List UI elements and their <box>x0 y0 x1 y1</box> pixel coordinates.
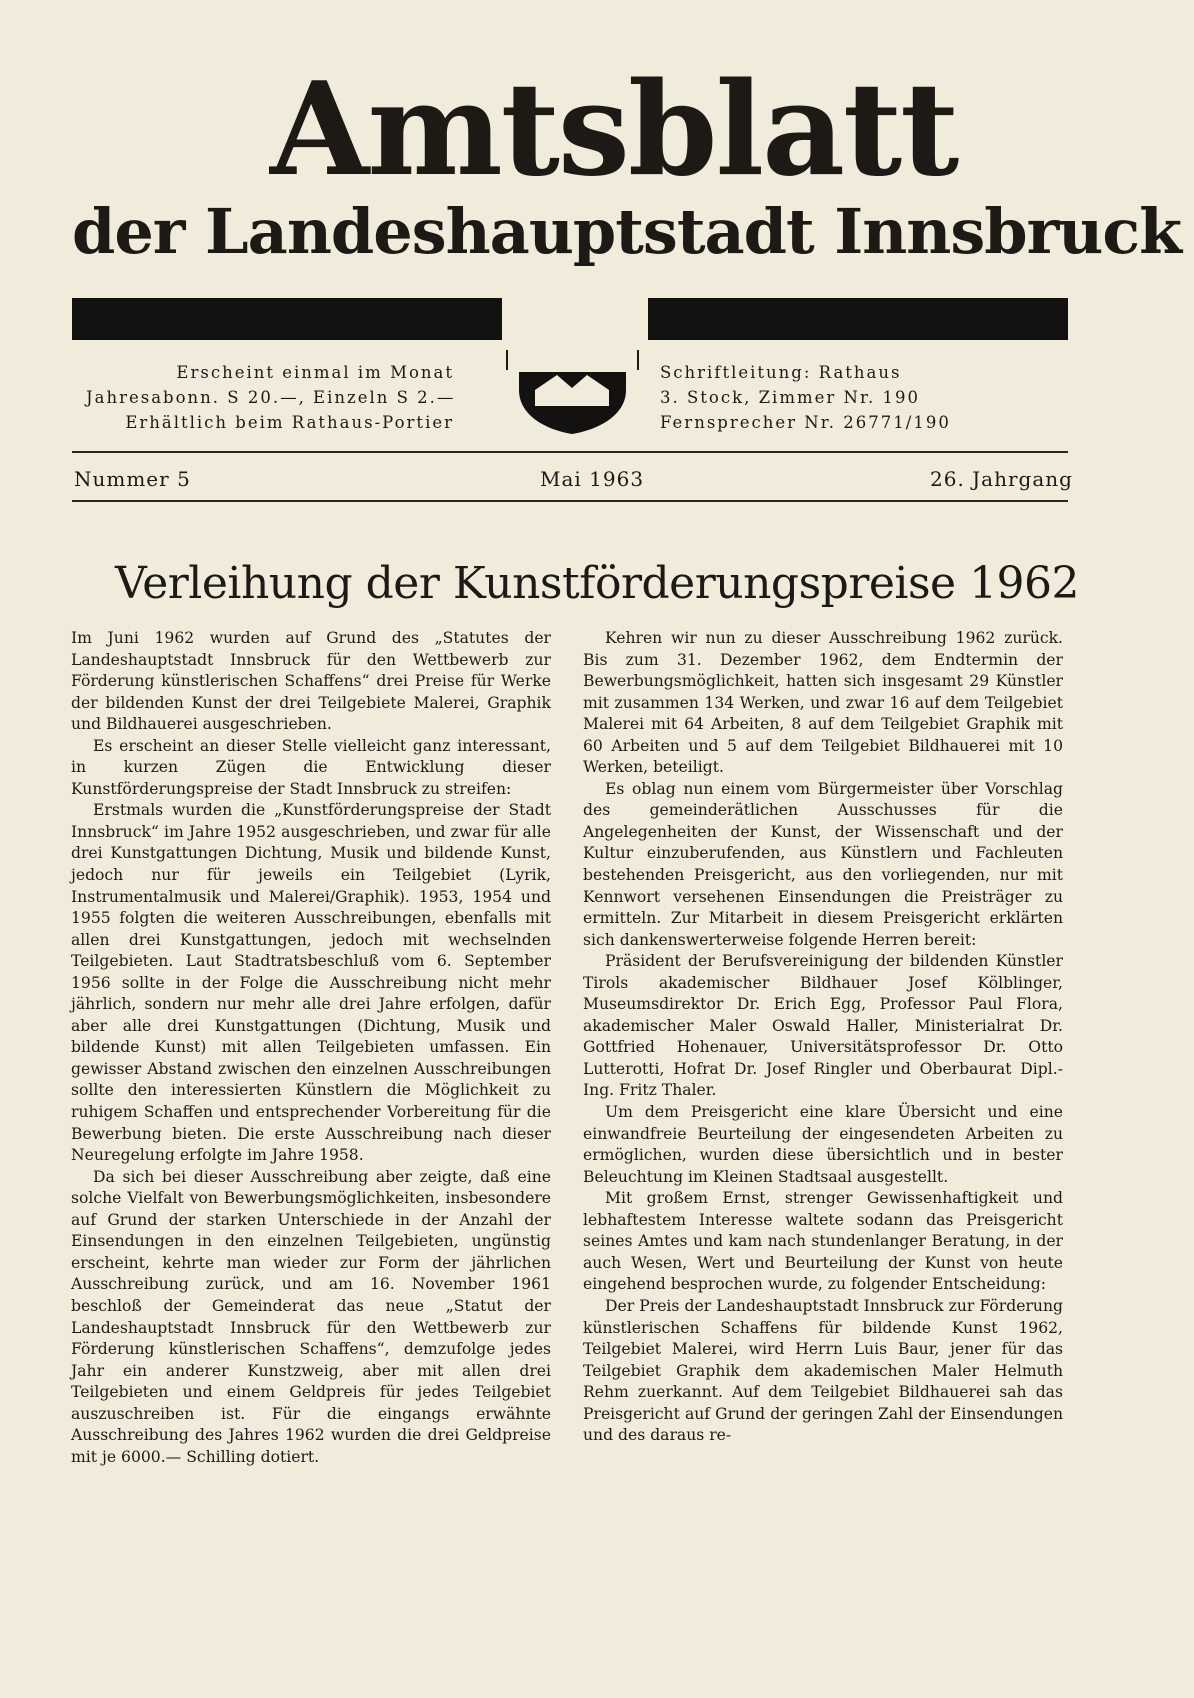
divider <box>72 500 1068 502</box>
issue-date: Mai 1963 <box>540 467 645 491</box>
masthead-subtitle: der Landeshauptstadt Innsbruck <box>72 195 1182 268</box>
issue-year: 26. Jahrgang <box>930 467 1073 491</box>
paragraph: Präsident der Berufsvereinigung der bildenden Künstler Tirols akademischer Bildhauer Josef Kölblinger, Museumsdirektor Dr. Erich Egg, Professor Paul Flora, akademischer Maler Oswald Haller, Ministerialrat Dr. Gottfried Hohenauer, Universitätsprofessor Dr. Otto Lutterotti, Hofrat Dr. Josef Ringler und Oberbaurat Dipl.-Ing. Fritz Thaler. <box>583 952 1063 1100</box>
editorial-info <box>660 360 1080 435</box>
paragraph: Im Juni 1962 wurden auf Grund des „Statutes der Landeshauptstadt Innsbruck für den Wettbewerb zur Förderung künstlerischen Schaffens“ drei Preise für Werke der bildenden Kunst der drei Teilgebiete Malerei, Graphik und Bildhauerei ausgeschrieben. <box>71 629 551 734</box>
info-line: Erscheint einmal im Monat <box>176 363 454 382</box>
paragraph: Der Preis der Landeshauptstadt Innsbruck zur Förderung künstlerischen Schaffens für bildende Kunst 1962, Teilgebiet Malerei, wird Herrn Luis Baur, jener für das Teilgebiet Graphik dem akademischen Maler Helmuth Rehm zuerkannt. Auf dem Teilgebiet Bildhauerei sah das Preisgericht auf Grund der geringen Zahl der Einsendungen und des daraus re- <box>583 1296 1063 1445</box>
info-line: 3. Stock, Zimmer Nr. 190 <box>660 388 921 407</box>
paragraph: Erstmals wurden die „Kunstförderungspreise der Stadt Innsbruck“ im Jahre 1952 ausgeschrieben, und zwar für alle drei Kunstgattungen Dichtung, Musik und bildende Kunst, jedoch nur für jeweils ein Teilgebiet (Lyrik, Instrumentalmusik und Malerei/Graphik). 1953, 1954 und 1955 folgten die weiteren Ausschreibungen, ebenfalls mit allen drei Kunstgattungen, jedoch mit wechselnden Teilgebieten. Laut Stadtratsbeschluß vom 6. September 1956 sollte in der Folge die Ausschreibung nicht mehr jährlich, sondern nur mehr alle drei Jahre erfolgen, dafür aber alle drei Kunstgattungen (Dichtung, Musik und bildende Kunst) mit allen Teilgebieten umfassen. Ein gewisser Abstand zwischen den einzelnen Ausschreibungen sollte den interessierten Künstlern die Möglichkeit zu ruhigem Schaffen und entsprechender Vorbereitung für die Bewerbung bieten. Die erste Ausschreibung nach dieser Neuregelung erfolgte im Jahre 1958. <box>71 801 551 1165</box>
article-headline: Verleihung der Kunstförderungspreise 1962 <box>114 558 1080 609</box>
paragraph: Es oblag nun einem vom Bürgermeister über Vorschlag des gemeinderätlichen Ausschusses für die Angelegenheiten der Kunst, der Wissenschaft und der Kultur einzuberufenden, aus Künstlern und Fachleuten bestehenden Preisgericht, aus den vorliegenden, nur mit Kennwort versehenen Einsendungen die Preisträger zu ermitteln. Zur Mitarbeit in diesem Preisgericht erklärten sich dankenswerterweise folgende Herren bereit: <box>583 779 1063 949</box>
paragraph: Mit großem Ernst, strenger Gewissenhaftigkeit und lebhaftestem Interesse waltete sodann das Preisgericht seines Amtes und kam nach stundenlanger Beratung, in der auch Wesen, Wert und Beurteilung der Kunst von heute eingehend besprochen wurde, zu folgender Entscheidung: <box>583 1189 1063 1294</box>
info-line: Fernsprecher Nr. 26771/190 <box>660 413 951 432</box>
divider <box>72 451 1068 453</box>
issue-number: Nummer 5 <box>74 467 191 491</box>
paragraph: Da sich bei dieser Ausschreibung aber zeigte, daß eine solche Vielfalt von Bewerbungsmöglichkeiten, insbesondere auf Grund der starken Unterschiede in der Anzahl der Einsendungen in den einzelnen Teilgebieten, ungünstig erscheint, kehrte man wieder zur Form der jährlichen Ausschreibung zurück, und am 16. November 1961 beschloß der Gemeinderat das neue „Statut der Landeshauptstadt Innsbruck für den Wettbewerb zur Förderung künstlerischen Schaffens“, demzufolge jedes Jahr ein anderer Kunstzweig, aber mit allen drei Teilgebieten und einem Geldpreis für jedes Teilgebiet auszuschreiben ist. Für die eingangs erwähnte Ausschreibung des Jahres 1962 wurden die drei Geldpreise mit je 6000.— Schilling dotiert. <box>71 1167 551 1466</box>
subscription-info <box>86 360 454 435</box>
info-line: Erhältlich beim Rathaus-Portier <box>125 413 454 432</box>
masthead-title: Amtsblatt <box>270 55 958 205</box>
masthead-bar-right <box>648 298 1068 340</box>
article-column-right <box>583 628 1063 1447</box>
paragraph: Kehren wir nun zu dieser Ausschreibung 1962 zurück. Bis zum 31. Dezember 1962, dem Endtermin der Bewerbungsmöglichkeit, hatten sich insgesamt 29 Künstler mit zusammen 134 Werken, und zwar 16 auf dem Teilgebiet Malerei mit 64 Arbeiten, 8 auf dem Teilgebiet Graphik mit 60 Arbeiten und 5 auf dem Teilgebiet Bildhauerei mit 10 Werken, beteiligt. <box>583 629 1063 777</box>
masthead-bar-left <box>72 298 502 340</box>
info-line: Jahresabonn. S 20.—, Einzeln S 2.— <box>86 388 456 407</box>
innsbruck-coat-of-arms-icon <box>505 350 640 435</box>
paragraph: Um dem Preisgericht eine klare Übersicht und eine einwandfreie Beurteilung der eingesendeten Arbeiten zu ermöglichen, wurden diese übersichtlich und in bester Beleuchtung im Kleinen Stadtsaal ausgestellt. <box>583 1103 1063 1186</box>
article-column-left <box>71 628 551 1468</box>
info-line: Schriftleitung: Rathaus <box>660 363 902 382</box>
paragraph: Es erscheint an dieser Stelle vielleicht ganz interessant, in kurzen Zügen die Entwicklung dieser Kunstförderungspreise der Stadt Innsbruck zu streifen: <box>71 736 551 798</box>
